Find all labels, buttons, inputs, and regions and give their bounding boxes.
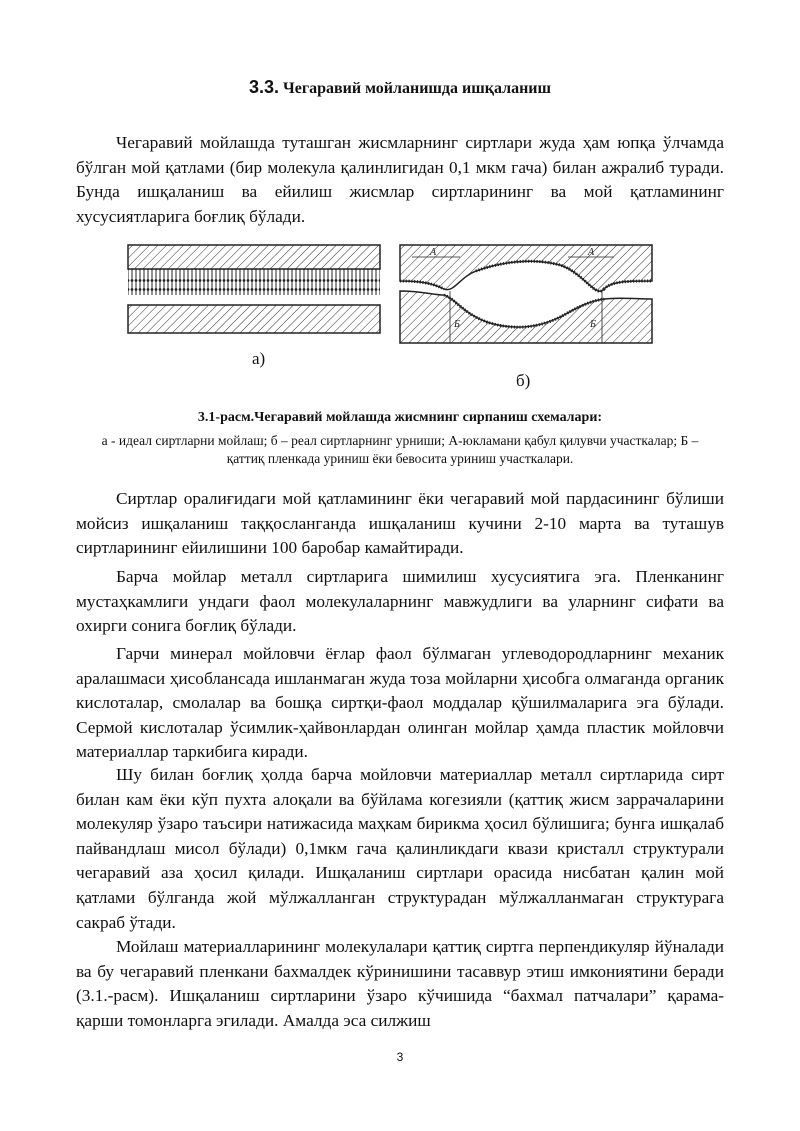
marker-a-right: А <box>588 247 595 258</box>
marker-b-left: Б <box>454 319 460 330</box>
paragraph: Шу билан боғлиқ ҳолда барча мойловчи материаллар металл сиртларида сирт билан кам ёки кўп пухта алоқали ва бўйлама когезияли (қаттиқ жисм заррачаларини молекуляр ўзаро таъсири натижасида маҳкам бирикма ҳосил бўлишига; бунга ишқалаб пайвандлаш мисол бўлади) 0,1мкм гача қалинликдаги квази кристалл структурали чегаравий аза ҳосил қилади. Ишқаланиш сиртлари орасида нисбатан қалин мой қатлами бўлганда жой мўлжалланган структурадан мўлжалланмаган структурага сакраб ўтади. <box>76 765 724 932</box>
page-number: 3 <box>396 1050 404 1064</box>
paragraph: Чегаравий мойлашда туташган жисмларнинг сиртлари жуда ҳам юпқа ўлчамда бўлган мой қатлами (бир молекула қалинлигидан 0,1 мкм гача) билан ажралиб туради. Бунда ишқаланиш ва ейилиш жисмлар сиртларининг ва мой қатламининг хусусиятларига боғлиқ бўлади. <box>76 133 724 226</box>
section-number: 3.3. <box>248 77 279 97</box>
figure-label-a: а) <box>252 349 266 368</box>
figure-real-surfaces <box>398 243 654 355</box>
figure-caption-body: а - идеал сиртларни мойлаш; б – реал сиртларнинг урниши; А-юкламани қабул қилувчи участкалар; Б – қаттиқ пленкада уриниш ёки бевосита уриниш участкалари. <box>101 433 699 466</box>
marker-a-left: А <box>430 247 437 258</box>
paragraph: Барча мойлар металл сиртларига шимилиш хусусиятига эга. Пленканинг мустаҳкамлиги ундаги фаол молекулаларнинг мавжудлиги ва уларнинг сифати ва охирги сонига боғлиқ бўлади. <box>76 567 724 636</box>
paragraph: Мойлаш материалларининг молекулалари қаттиқ сиртга перпендикуляр йўналади ва бу чегаравий пленкани бахмалдек кўринишини тасаввур этиш имкониятини беради (3.1.-расм). Ишқаланиш сиртларини ўзаро кўчишида “бахмал патчалари” қарама-қарши томонларга эгилади. Амалда эса силжиш <box>76 937 724 1030</box>
paragraph: Гарчи минерал мойловчи ёғлар фаол бўлмаган углеводородларнинг механик аралашмаси ҳисоблансада ишланмаган жуда тоза мойларни ҳисобга олмаганда органик кислоталар, смолалар ва бошқа сиртқи-фаол моддалар қўшилмаларига эга бўлади. Сермой кислоталар ўсимлик-ҳайвонлардан олинган мойлар ҳамда пластик мойловчи материаллар таркибига киради. <box>76 644 724 762</box>
figure-label-b: б) <box>516 371 531 390</box>
figure-caption-title: 3.1-расм.Чегаравий мойлашда жисмнинг сирпаниш схемалари: <box>197 410 603 425</box>
section-title: Чегаравий мойланишда ишқаланиш <box>283 80 552 97</box>
figure-ideal-lubrication <box>126 243 382 343</box>
section-heading <box>0 77 800 98</box>
paragraph: Сиртлар оралиғидаги мой қатламининг ёки чегаравий мой пардасининг бўлиши мойсиз ишқаланиш таққосланганда ишқаланиш кучини 2-10 марта ва туташув сиртларининг ейилишини 100 баробар камайтиради. <box>76 489 724 558</box>
marker-b-right: Б <box>590 319 596 330</box>
